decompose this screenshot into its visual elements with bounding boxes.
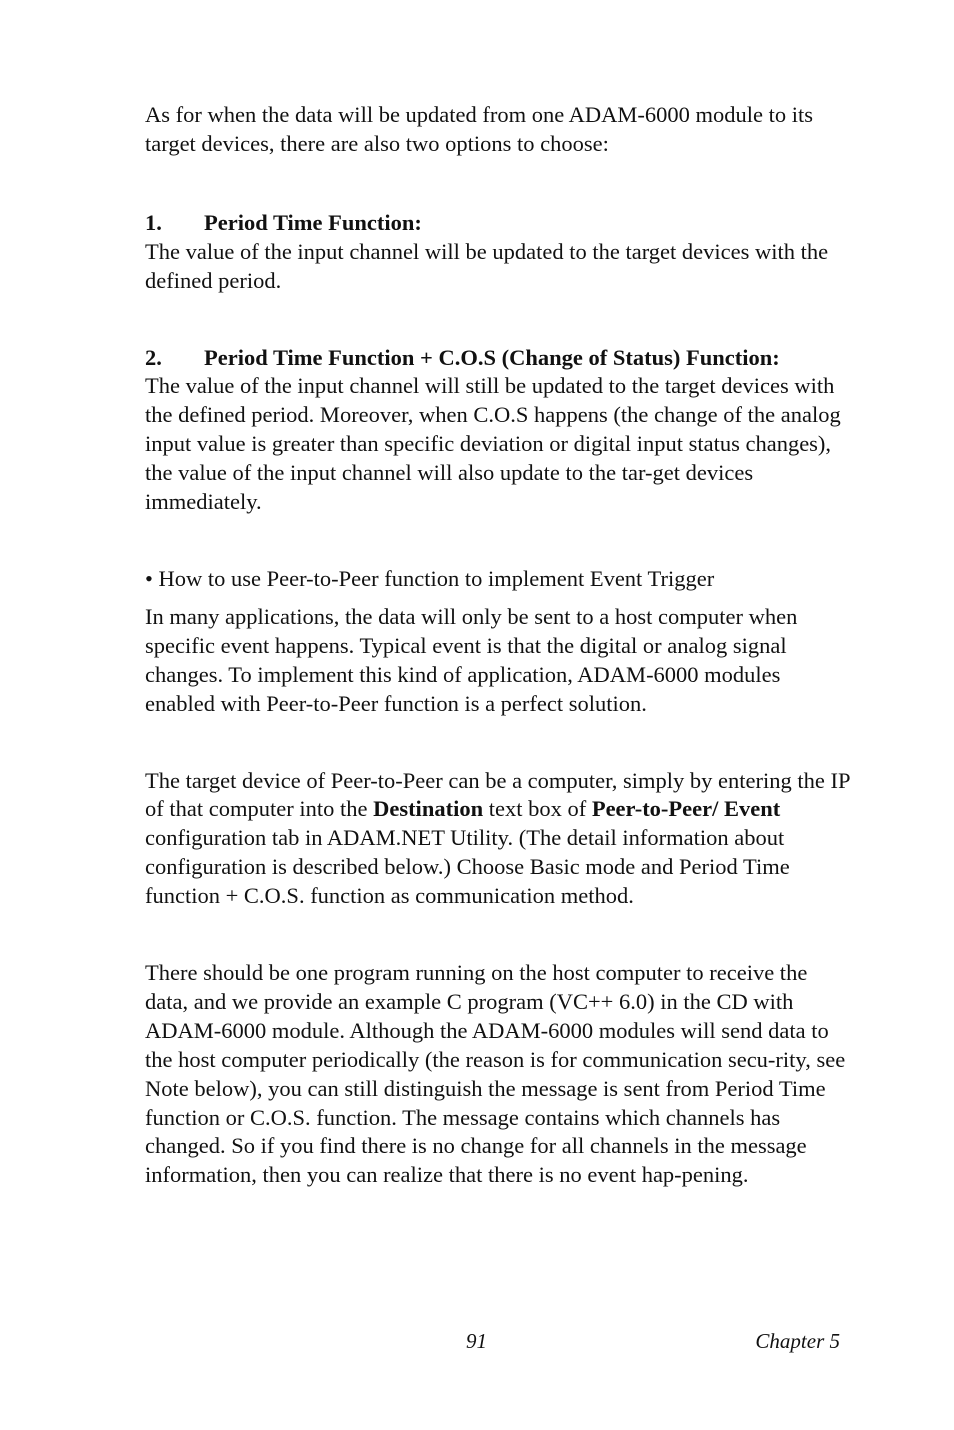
option-heading	[145, 344, 850, 373]
option-heading	[145, 209, 850, 238]
option-title: Period Time Function + C.O.S (Change of Status) Function:	[204, 344, 780, 370]
option-number: 2.	[145, 344, 162, 370]
text-run: text box of	[483, 796, 592, 822]
event-paragraph: In many applications, the data will only be sent to a host computer when specific event happens. Typical event is that the digital or analog signal changes. To implement this kind of application, ADAM-6000 modules enabled with Peer-to-Peer function is a perfect solution.	[145, 603, 798, 716]
page-footer	[0, 1327, 954, 1357]
option-item-2	[145, 344, 850, 517]
chapter-label: Chapter 5	[755, 1329, 840, 1353]
option-body: The value of the input channel will still be updated to the target devices with the defined period. Moreover, when C.O.S happens (the change of the analog input value is greater than specific deviation or digital input status changes), the value of the input channel will also update to the tar-get devices immediately.	[145, 373, 841, 515]
text-run: configuration tab in ADAM.NET Utility. (The detail information about configuration is described below.) Choose Basic mode and Period Time function + C.O.S. function as communication method.	[145, 825, 790, 909]
peer-to-peer-event-term: Peer-to-Peer/ Event	[591, 796, 781, 822]
page-content	[145, 101, 850, 1190]
target-device-paragraph	[145, 767, 850, 912]
destination-term: Destination	[373, 796, 484, 822]
intro-paragraph: As for when the data will be updated from one ADAM-6000 module to its target devices, there are also two options to choose:	[145, 102, 814, 156]
option-number: 1.	[145, 209, 162, 235]
option-item-1	[145, 209, 850, 296]
program-paragraph: There should be one program running on the host computer to receive the data, and we provide an example C program (VC++ 6.0) in the CD with ADAM-6000 module. Although the ADAM-6000 modules will send data to the host computer periodically (the reason is for communication secu-rity, see Note below), you can still distinguish the message is sent from Period Time function or C.O.S. function. The message contains which channels has changed. So if you find there is no change for all channels in the message information, then you can realize that there is no event hap-pening.	[145, 960, 846, 1188]
option-title: Period Time Function:	[204, 209, 422, 235]
bullet-heading: • How to use Peer-to-Peer function to implement Event Trigger	[145, 565, 715, 591]
text-run: The target device of Peer-to-Peer can be a computer, simply by entering the IP of that computer into the	[145, 767, 850, 822]
option-body: The value of the input channel will be updated to the target devices with the defined period.	[145, 238, 829, 293]
page-number: 91	[466, 1329, 487, 1353]
